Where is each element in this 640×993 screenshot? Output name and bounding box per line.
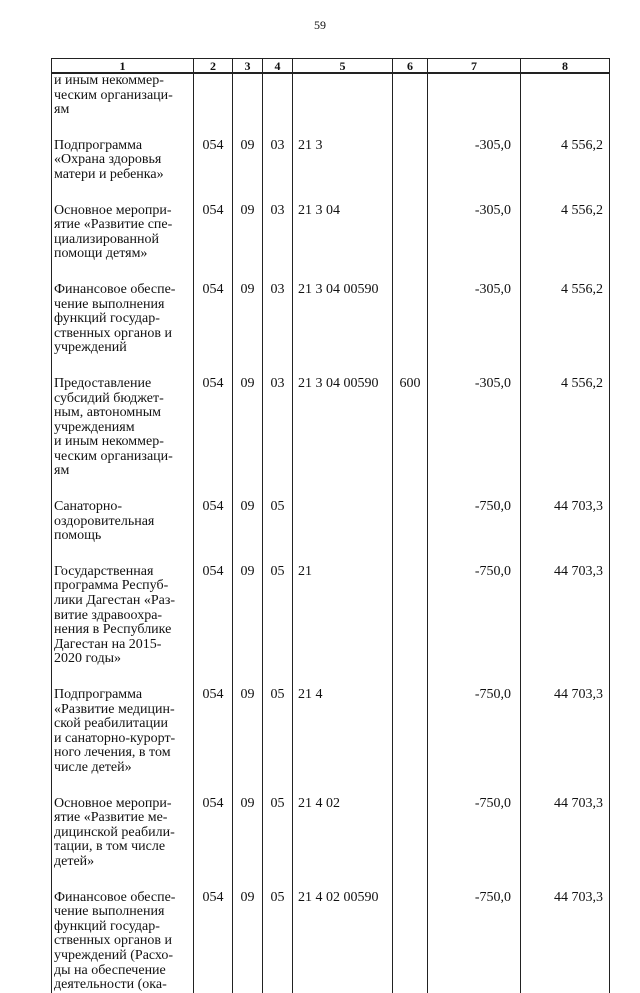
- spacer-cell: [393, 667, 428, 688]
- expense-type-cell: [393, 283, 428, 356]
- row-name-line: ственных органов и: [54, 325, 173, 341]
- row-name-line: лики Дагестан «Раз-: [54, 593, 176, 609]
- subsection-cell: 03: [263, 204, 293, 262]
- code-cell: 054: [194, 565, 233, 667]
- spacer-cell: [52, 870, 194, 891]
- change-amount-cell: [428, 73, 521, 118]
- section-cell: 09: [233, 565, 263, 667]
- row-name-line: и иным некоммер-: [54, 434, 164, 450]
- section-cell: [233, 73, 263, 118]
- column-header: 2: [194, 59, 233, 74]
- spacer-cell: [263, 356, 293, 377]
- spacer-cell: [52, 544, 194, 565]
- code-cell: 054: [194, 688, 233, 776]
- subsection-cell: [263, 73, 293, 118]
- spacer-cell: [521, 356, 610, 377]
- subsection-cell: 03: [263, 139, 293, 183]
- spacer-cell: [393, 183, 428, 204]
- spacer-cell: [393, 118, 428, 139]
- spacer-cell: [233, 776, 263, 797]
- row-name-cell: [52, 891, 194, 993]
- row-name-line: Финансовое обеспе-: [54, 889, 176, 905]
- spacer-cell: [52, 262, 194, 283]
- spacer-cell: [233, 262, 263, 283]
- expense-type-cell: [393, 73, 428, 118]
- spacer-cell: [293, 262, 393, 283]
- code-cell: 054: [194, 500, 233, 544]
- row-name-line: деятельности (ока-: [54, 977, 167, 993]
- row-name-line: числе детей»: [54, 759, 132, 775]
- section-cell: 09: [233, 204, 263, 262]
- spacer-cell: [428, 183, 521, 204]
- spacer-cell: [393, 870, 428, 891]
- expense-type-cell: [393, 688, 428, 776]
- row-name-line: ным, автономным: [54, 405, 162, 421]
- spacer-cell: [233, 356, 263, 377]
- row-name-line: ятие «Развитие ме-: [54, 810, 168, 826]
- row-spacer: [52, 479, 610, 500]
- subsection-cell: 03: [263, 377, 293, 479]
- table-row: [52, 891, 610, 993]
- row-name-line: субсидий бюджет-: [54, 390, 164, 406]
- spacer-cell: [293, 776, 393, 797]
- target-article-cell: 21 4: [293, 688, 393, 776]
- row-name-line: ческим организаци-: [54, 448, 173, 464]
- row-name-line: «Охрана здоровья: [54, 152, 162, 168]
- row-name-line: Государственная: [54, 563, 154, 579]
- spacer-cell: [428, 262, 521, 283]
- spacer-cell: [233, 479, 263, 500]
- spacer-cell: [263, 262, 293, 283]
- column-header: 4: [263, 59, 293, 74]
- budget-table: [51, 58, 610, 993]
- table-row: [52, 797, 610, 870]
- table-row: [52, 73, 610, 118]
- row-name-line: нения в Республике: [54, 622, 172, 638]
- header-row: [52, 59, 610, 74]
- change-amount-cell: -750,0: [428, 565, 521, 667]
- row-name-cell: [52, 565, 194, 667]
- expense-type-cell: [393, 139, 428, 183]
- column-header: 3: [233, 59, 263, 74]
- row-name-cell: [52, 797, 194, 870]
- target-article-cell: 21 3: [293, 139, 393, 183]
- row-spacer: [52, 262, 610, 283]
- row-name-line: ятие «Развитие спе-: [54, 217, 173, 233]
- spacer-cell: [293, 479, 393, 500]
- section-cell: 09: [233, 377, 263, 479]
- row-name-line: ям: [54, 463, 70, 479]
- row-name-line: Предоставление: [54, 375, 152, 391]
- section-cell: 09: [233, 891, 263, 993]
- spacer-cell: [194, 667, 233, 688]
- subsection-cell: 05: [263, 797, 293, 870]
- subsection-cell: 05: [263, 500, 293, 544]
- change-amount-cell: -750,0: [428, 797, 521, 870]
- column-header: 7: [428, 59, 521, 74]
- row-name-cell: [52, 283, 194, 356]
- spacer-cell: [393, 776, 428, 797]
- total-amount-cell: 44 703,3: [521, 565, 610, 667]
- total-amount-cell: 4 556,2: [521, 283, 610, 356]
- row-spacer: [52, 776, 610, 797]
- row-name-line: чение выполнения: [54, 296, 165, 312]
- row-name-line: матери и ребенка»: [54, 166, 164, 182]
- row-name-line: Подпрограмма: [54, 687, 143, 702]
- spacer-cell: [52, 667, 194, 688]
- row-spacer: [52, 356, 610, 377]
- code-cell: 054: [194, 204, 233, 262]
- spacer-cell: [194, 479, 233, 500]
- section-cell: 09: [233, 500, 263, 544]
- spacer-cell: [428, 356, 521, 377]
- code-cell: 054: [194, 797, 233, 870]
- spacer-cell: [521, 776, 610, 797]
- spacer-cell: [233, 870, 263, 891]
- spacer-cell: [194, 776, 233, 797]
- spacer-cell: [263, 776, 293, 797]
- target-article-cell: 21: [293, 565, 393, 667]
- table-body: [52, 73, 610, 993]
- row-name-line: ды на обеспечение: [54, 962, 166, 978]
- change-amount-cell: -305,0: [428, 283, 521, 356]
- total-amount-cell: 4 556,2: [521, 377, 610, 479]
- expense-type-cell: [393, 797, 428, 870]
- spacer-cell: [393, 479, 428, 500]
- total-amount-cell: 4 556,2: [521, 139, 610, 183]
- target-article-cell: 21 3 04 00590: [293, 377, 393, 479]
- change-amount-cell: -305,0: [428, 204, 521, 262]
- row-name-line: и санаторно-курорт-: [54, 730, 176, 746]
- code-cell: 054: [194, 139, 233, 183]
- expense-type-cell: [393, 565, 428, 667]
- spacer-cell: [428, 544, 521, 565]
- row-name-cell: [52, 688, 194, 776]
- spacer-cell: [428, 479, 521, 500]
- spacer-cell: [263, 183, 293, 204]
- row-name-line: Санаторно-: [54, 499, 122, 515]
- spacer-cell: [263, 118, 293, 139]
- row-name-line: программа Респуб-: [54, 578, 169, 594]
- spacer-cell: [233, 667, 263, 688]
- spacer-cell: [52, 183, 194, 204]
- row-name-cell: [52, 500, 194, 544]
- row-name-line: учреждений: [54, 340, 127, 356]
- spacer-cell: [52, 118, 194, 139]
- spacer-cell: [263, 544, 293, 565]
- target-article-cell: 21 4 02 00590: [293, 891, 393, 993]
- subsection-cell: 05: [263, 891, 293, 993]
- spacer-cell: [52, 479, 194, 500]
- change-amount-cell: -750,0: [428, 891, 521, 993]
- row-name-line: «Развитие медицин-: [54, 701, 175, 717]
- spacer-cell: [521, 544, 610, 565]
- row-name-cell: [52, 204, 194, 262]
- expense-type-cell: [393, 500, 428, 544]
- column-header: 6: [393, 59, 428, 74]
- spacer-cell: [521, 479, 610, 500]
- total-amount-cell: [521, 73, 610, 118]
- row-name-line: учреждений (Расхо-: [54, 947, 174, 963]
- total-amount-cell: 44 703,3: [521, 688, 610, 776]
- spacer-cell: [293, 870, 393, 891]
- spacer-cell: [393, 356, 428, 377]
- page-number: 59: [314, 18, 326, 32]
- row-name-line: ческим организаци-: [54, 87, 173, 103]
- row-name-line: и иным некоммер-: [54, 73, 164, 88]
- spacer-cell: [263, 667, 293, 688]
- code-cell: 054: [194, 283, 233, 356]
- row-spacer: [52, 544, 610, 565]
- spacer-cell: [194, 870, 233, 891]
- spacer-cell: [428, 870, 521, 891]
- change-amount-cell: -750,0: [428, 500, 521, 544]
- row-name-line: оздоровительная: [54, 513, 155, 529]
- target-article-cell: [293, 73, 393, 118]
- spacer-cell: [521, 118, 610, 139]
- table-row: [52, 377, 610, 479]
- target-article-cell: 21 4 02: [293, 797, 393, 870]
- section-cell: 09: [233, 283, 263, 356]
- spacer-cell: [293, 667, 393, 688]
- column-header: 8: [521, 59, 610, 74]
- row-spacer: [52, 667, 610, 688]
- spacer-cell: [194, 356, 233, 377]
- table-row: [52, 688, 610, 776]
- row-name-line: дицинской реабили-: [54, 824, 175, 840]
- row-name-line: учреждениям: [54, 419, 135, 435]
- spacer-cell: [393, 544, 428, 565]
- row-spacer: [52, 118, 610, 139]
- spacer-cell: [233, 118, 263, 139]
- spacer-cell: [194, 118, 233, 139]
- spacer-cell: [521, 870, 610, 891]
- total-amount-cell: 44 703,3: [521, 797, 610, 870]
- table-row: [52, 283, 610, 356]
- expense-type-cell: 600: [393, 377, 428, 479]
- spacer-cell: [293, 356, 393, 377]
- row-name-line: ской реабилитации: [54, 716, 168, 732]
- subsection-cell: 05: [263, 688, 293, 776]
- spacer-cell: [263, 479, 293, 500]
- row-name-line: помощи детям»: [54, 246, 148, 262]
- row-name-line: Финансовое обеспе-: [54, 281, 176, 297]
- row-name-line: помощь: [54, 528, 102, 544]
- column-header: 1: [52, 59, 194, 74]
- spacer-cell: [521, 667, 610, 688]
- row-name-cell: [52, 73, 194, 118]
- target-article-cell: 21 3 04: [293, 204, 393, 262]
- total-amount-cell: 44 703,3: [521, 891, 610, 993]
- code-cell: [194, 73, 233, 118]
- expense-type-cell: [393, 891, 428, 993]
- total-amount-cell: 44 703,3: [521, 500, 610, 544]
- column-header: 5: [293, 59, 393, 74]
- total-amount-cell: 4 556,2: [521, 204, 610, 262]
- table-row: [52, 204, 610, 262]
- spacer-cell: [233, 183, 263, 204]
- table-row: [52, 139, 610, 183]
- row-name-line: Подпрограмма: [54, 137, 143, 153]
- spacer-cell: [293, 118, 393, 139]
- spacer-cell: [194, 262, 233, 283]
- target-article-cell: 21 3 04 00590: [293, 283, 393, 356]
- row-name-line: Дагестан на 2015-: [54, 636, 162, 652]
- spacer-cell: [428, 118, 521, 139]
- row-name-line: тации, в том числе: [54, 839, 166, 855]
- spacer-cell: [194, 544, 233, 565]
- section-cell: 09: [233, 139, 263, 183]
- code-cell: 054: [194, 891, 233, 993]
- row-name-line: Основное меропри-: [54, 202, 172, 218]
- row-spacer: [52, 183, 610, 204]
- subsection-cell: 03: [263, 283, 293, 356]
- row-name-line: Основное меропри-: [54, 795, 172, 811]
- section-cell: 09: [233, 797, 263, 870]
- spacer-cell: [293, 183, 393, 204]
- row-name-cell: [52, 139, 194, 183]
- row-name-line: ям: [54, 102, 70, 118]
- section-cell: 09: [233, 688, 263, 776]
- table-row: [52, 500, 610, 544]
- spacer-cell: [194, 183, 233, 204]
- row-name-line: функций государ-: [54, 918, 160, 934]
- spacer-cell: [263, 870, 293, 891]
- change-amount-cell: -305,0: [428, 377, 521, 479]
- spacer-cell: [428, 776, 521, 797]
- spacer-cell: [393, 262, 428, 283]
- row-spacer: [52, 870, 610, 891]
- row-name-line: детей»: [54, 853, 95, 869]
- spacer-cell: [293, 544, 393, 565]
- change-amount-cell: -305,0: [428, 139, 521, 183]
- row-name-line: чение выполнения: [54, 904, 165, 920]
- spacer-cell: [521, 183, 610, 204]
- spacer-cell: [52, 356, 194, 377]
- target-article-cell: [293, 500, 393, 544]
- spacer-cell: [521, 262, 610, 283]
- change-amount-cell: -750,0: [428, 688, 521, 776]
- row-name-line: функций государ-: [54, 311, 160, 327]
- spacer-cell: [52, 776, 194, 797]
- subsection-cell: 05: [263, 565, 293, 667]
- expense-type-cell: [393, 204, 428, 262]
- spacer-cell: [233, 544, 263, 565]
- row-name-line: ного лечения, в том: [54, 745, 171, 761]
- row-name-cell: [52, 377, 194, 479]
- row-name-line: циализированной: [54, 231, 159, 247]
- row-name-line: витие здравоохра-: [54, 607, 163, 623]
- row-name-line: 2020 годы»: [54, 651, 122, 667]
- row-name-line: ственных органов и: [54, 933, 173, 949]
- table-row: [52, 565, 610, 667]
- code-cell: 054: [194, 377, 233, 479]
- spacer-cell: [428, 667, 521, 688]
